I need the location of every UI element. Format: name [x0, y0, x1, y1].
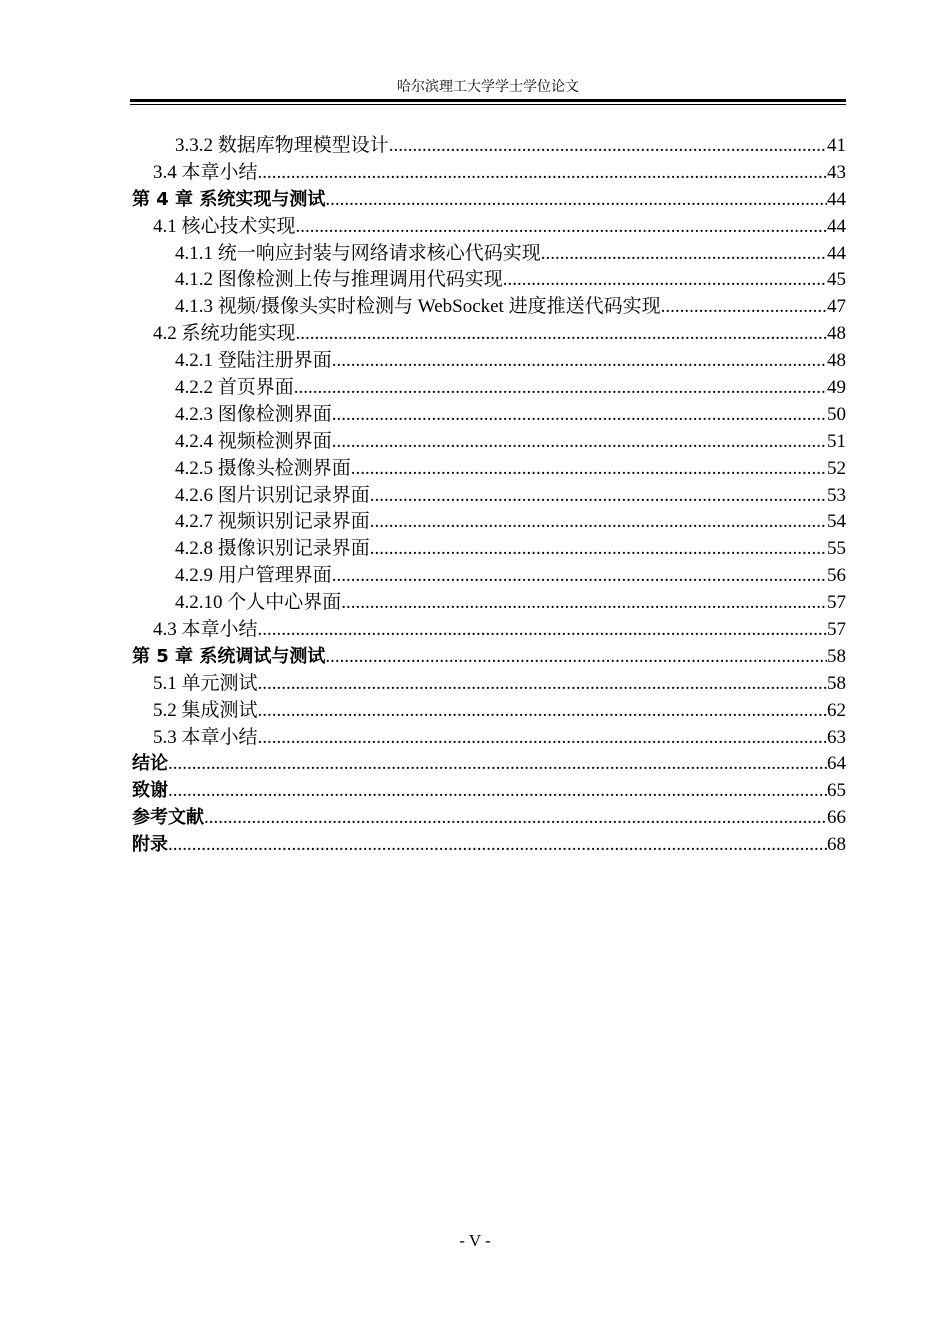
toc-entry[interactable] [132, 644, 846, 671]
toc-dot-leader [258, 617, 827, 644]
toc-entry-page-number: 53 [827, 484, 846, 506]
toc-dot-leader [351, 456, 827, 483]
toc-entry[interactable] [132, 536, 846, 563]
toc-entry[interactable] [132, 187, 846, 214]
toc-entry[interactable] [132, 267, 846, 294]
toc-entry[interactable] [132, 214, 846, 241]
toc-dot-leader [332, 348, 827, 375]
toc-entry[interactable] [132, 456, 846, 483]
toc-dot-leader [258, 671, 827, 698]
toc-entry-page-number: 64 [827, 753, 846, 775]
toc-dot-leader [389, 133, 827, 160]
toc-entry[interactable] [132, 348, 846, 375]
toc-entry[interactable] [132, 483, 846, 510]
toc-entry[interactable] [132, 832, 846, 859]
toc-entry-page-number: 51 [827, 430, 846, 452]
table-of-contents [132, 133, 846, 859]
toc-dot-leader [258, 725, 827, 752]
toc-entry-label: 致谢 [132, 780, 168, 802]
toc-entry-page-number: 52 [827, 457, 846, 479]
toc-entry-page-number: 50 [827, 403, 846, 425]
toc-entry-page-number: 57 [827, 592, 846, 614]
toc-dot-leader [296, 321, 827, 348]
toc-entry-page-number: 44 [827, 188, 846, 210]
toc-entry-page-number: 47 [827, 296, 846, 318]
toc-entry-page-number: 48 [827, 323, 846, 345]
toc-entry-label: 5.3 本章小结 [153, 726, 258, 748]
toc-entry[interactable] [132, 133, 846, 160]
toc-entry-page-number: 54 [827, 511, 846, 533]
toc-entry[interactable] [132, 751, 846, 778]
toc-dot-leader [332, 429, 827, 456]
toc-entry[interactable] [132, 375, 846, 402]
toc-entry[interactable] [132, 698, 846, 725]
header-rule-thin [130, 104, 846, 105]
toc-entry-label: 4.2.1 登陆注册界面 [175, 350, 332, 372]
toc-entry-label: 4.2.5 摄像头检测界面 [175, 457, 351, 479]
toc-dot-leader [294, 375, 827, 402]
toc-entry[interactable] [132, 590, 846, 617]
toc-entry-label: 4.2.4 视频检测界面 [175, 430, 332, 452]
running-header-title: 哈尔滨理工大学学士学位论文 [397, 80, 579, 95]
toc-dot-leader [296, 214, 827, 241]
toc-entry-label: 第 4 章 系统实现与测试 [132, 188, 326, 210]
toc-dot-leader [258, 698, 827, 725]
header-rule-thick [130, 99, 846, 102]
toc-entry-label: 结论 [132, 753, 168, 775]
toc-dot-leader [341, 590, 827, 617]
toc-entry-page-number: 55 [827, 538, 846, 560]
toc-entry[interactable] [132, 671, 846, 698]
toc-entry-label: 3.4 本章小结 [153, 161, 258, 183]
toc-entry-page-number: 58 [827, 645, 846, 667]
toc-dot-leader [168, 778, 827, 805]
toc-dot-leader [168, 832, 827, 859]
toc-dot-leader [370, 536, 827, 563]
toc-entry[interactable] [132, 805, 846, 832]
toc-entry-page-number: 44 [827, 242, 846, 264]
toc-entry-label: 4.2.9 用户管理界面 [175, 565, 332, 587]
toc-dot-leader [325, 187, 827, 214]
toc-entry[interactable] [132, 563, 846, 590]
toc-entry-label: 5.2 集成测试 [153, 699, 258, 721]
toc-dot-leader [168, 751, 827, 778]
toc-dot-leader [541, 241, 827, 268]
toc-entry-page-number: 43 [827, 161, 846, 183]
toc-entry-label: 附录 [132, 834, 168, 856]
page-number: - V - [459, 1231, 491, 1250]
toc-entry[interactable] [132, 402, 846, 429]
toc-entry[interactable] [132, 617, 846, 644]
toc-entry-label: 3.3.2 数据库物理模型设计 [175, 135, 389, 156]
toc-entry[interactable] [132, 294, 846, 321]
toc-entry-label: 第 5 章 系统调试与测试 [132, 645, 326, 667]
toc-entry[interactable] [132, 160, 846, 187]
toc-entry[interactable] [132, 429, 846, 456]
toc-dot-leader [204, 805, 827, 832]
toc-entry-page-number: 49 [827, 377, 846, 399]
toc-entry-page-number: 58 [827, 672, 846, 694]
toc-entry-label: 4.2.7 视频识别记录界面 [175, 511, 370, 533]
toc-entry[interactable] [132, 321, 846, 348]
toc-entry-page-number: 63 [827, 726, 846, 748]
toc-entry-page-number: 45 [827, 269, 846, 291]
toc-entry-page-number: 56 [827, 565, 846, 587]
toc-dot-leader [661, 294, 827, 321]
toc-entry-page-number: 48 [827, 350, 846, 372]
toc-entry[interactable] [132, 778, 846, 805]
toc-entry[interactable] [132, 241, 846, 268]
toc-entry-label: 5.1 单元测试 [153, 672, 258, 694]
toc-entry-page-number: 68 [827, 834, 846, 856]
toc-entry-page-number: 62 [827, 699, 846, 721]
toc-entry-label: 参考文献 [132, 807, 204, 829]
toc-entry-label: 4.3 本章小结 [153, 619, 258, 641]
toc-dot-leader [325, 644, 827, 671]
toc-entry-page-number: 44 [827, 215, 846, 237]
toc-dot-leader [258, 160, 827, 187]
toc-entry-label: 4.2.3 图像检测界面 [175, 403, 332, 425]
toc-entry[interactable] [132, 725, 846, 752]
toc-entry-page-number: 65 [827, 780, 846, 802]
toc-entry-label: 4.2.6 图片识别记录界面 [175, 484, 370, 506]
toc-entry[interactable] [132, 509, 846, 536]
toc-dot-leader [503, 267, 827, 294]
toc-entry-label: 4.2.8 摄像识别记录界面 [175, 538, 370, 560]
toc-dot-leader [370, 509, 827, 536]
toc-entry-label: 4.1.1 统一响应封装与网络请求核心代码实现 [175, 242, 541, 264]
toc-entry-label: 4.1.3 视频/摄像头实时检测与 WebSocket 进度推送代码实现 [175, 296, 661, 318]
toc-entry-page-number: 57 [827, 619, 846, 641]
toc-entry-page-number: 66 [827, 807, 846, 829]
toc-dot-leader [332, 402, 827, 429]
toc-entry-label: 4.2.10 个人中心界面 [175, 592, 342, 614]
toc-entry-page-number: 41 [827, 135, 846, 156]
toc-entry-label: 4.2.2 首页界面 [175, 377, 294, 399]
toc-entry-label: 4.1.2 图像检测上传与推理调用代码实现 [175, 269, 503, 291]
toc-entry-label: 4.2 系统功能实现 [153, 323, 296, 345]
toc-entry-label: 4.1 核心技术实现 [153, 215, 296, 237]
toc-dot-leader [332, 563, 827, 590]
toc-dot-leader [370, 483, 827, 510]
